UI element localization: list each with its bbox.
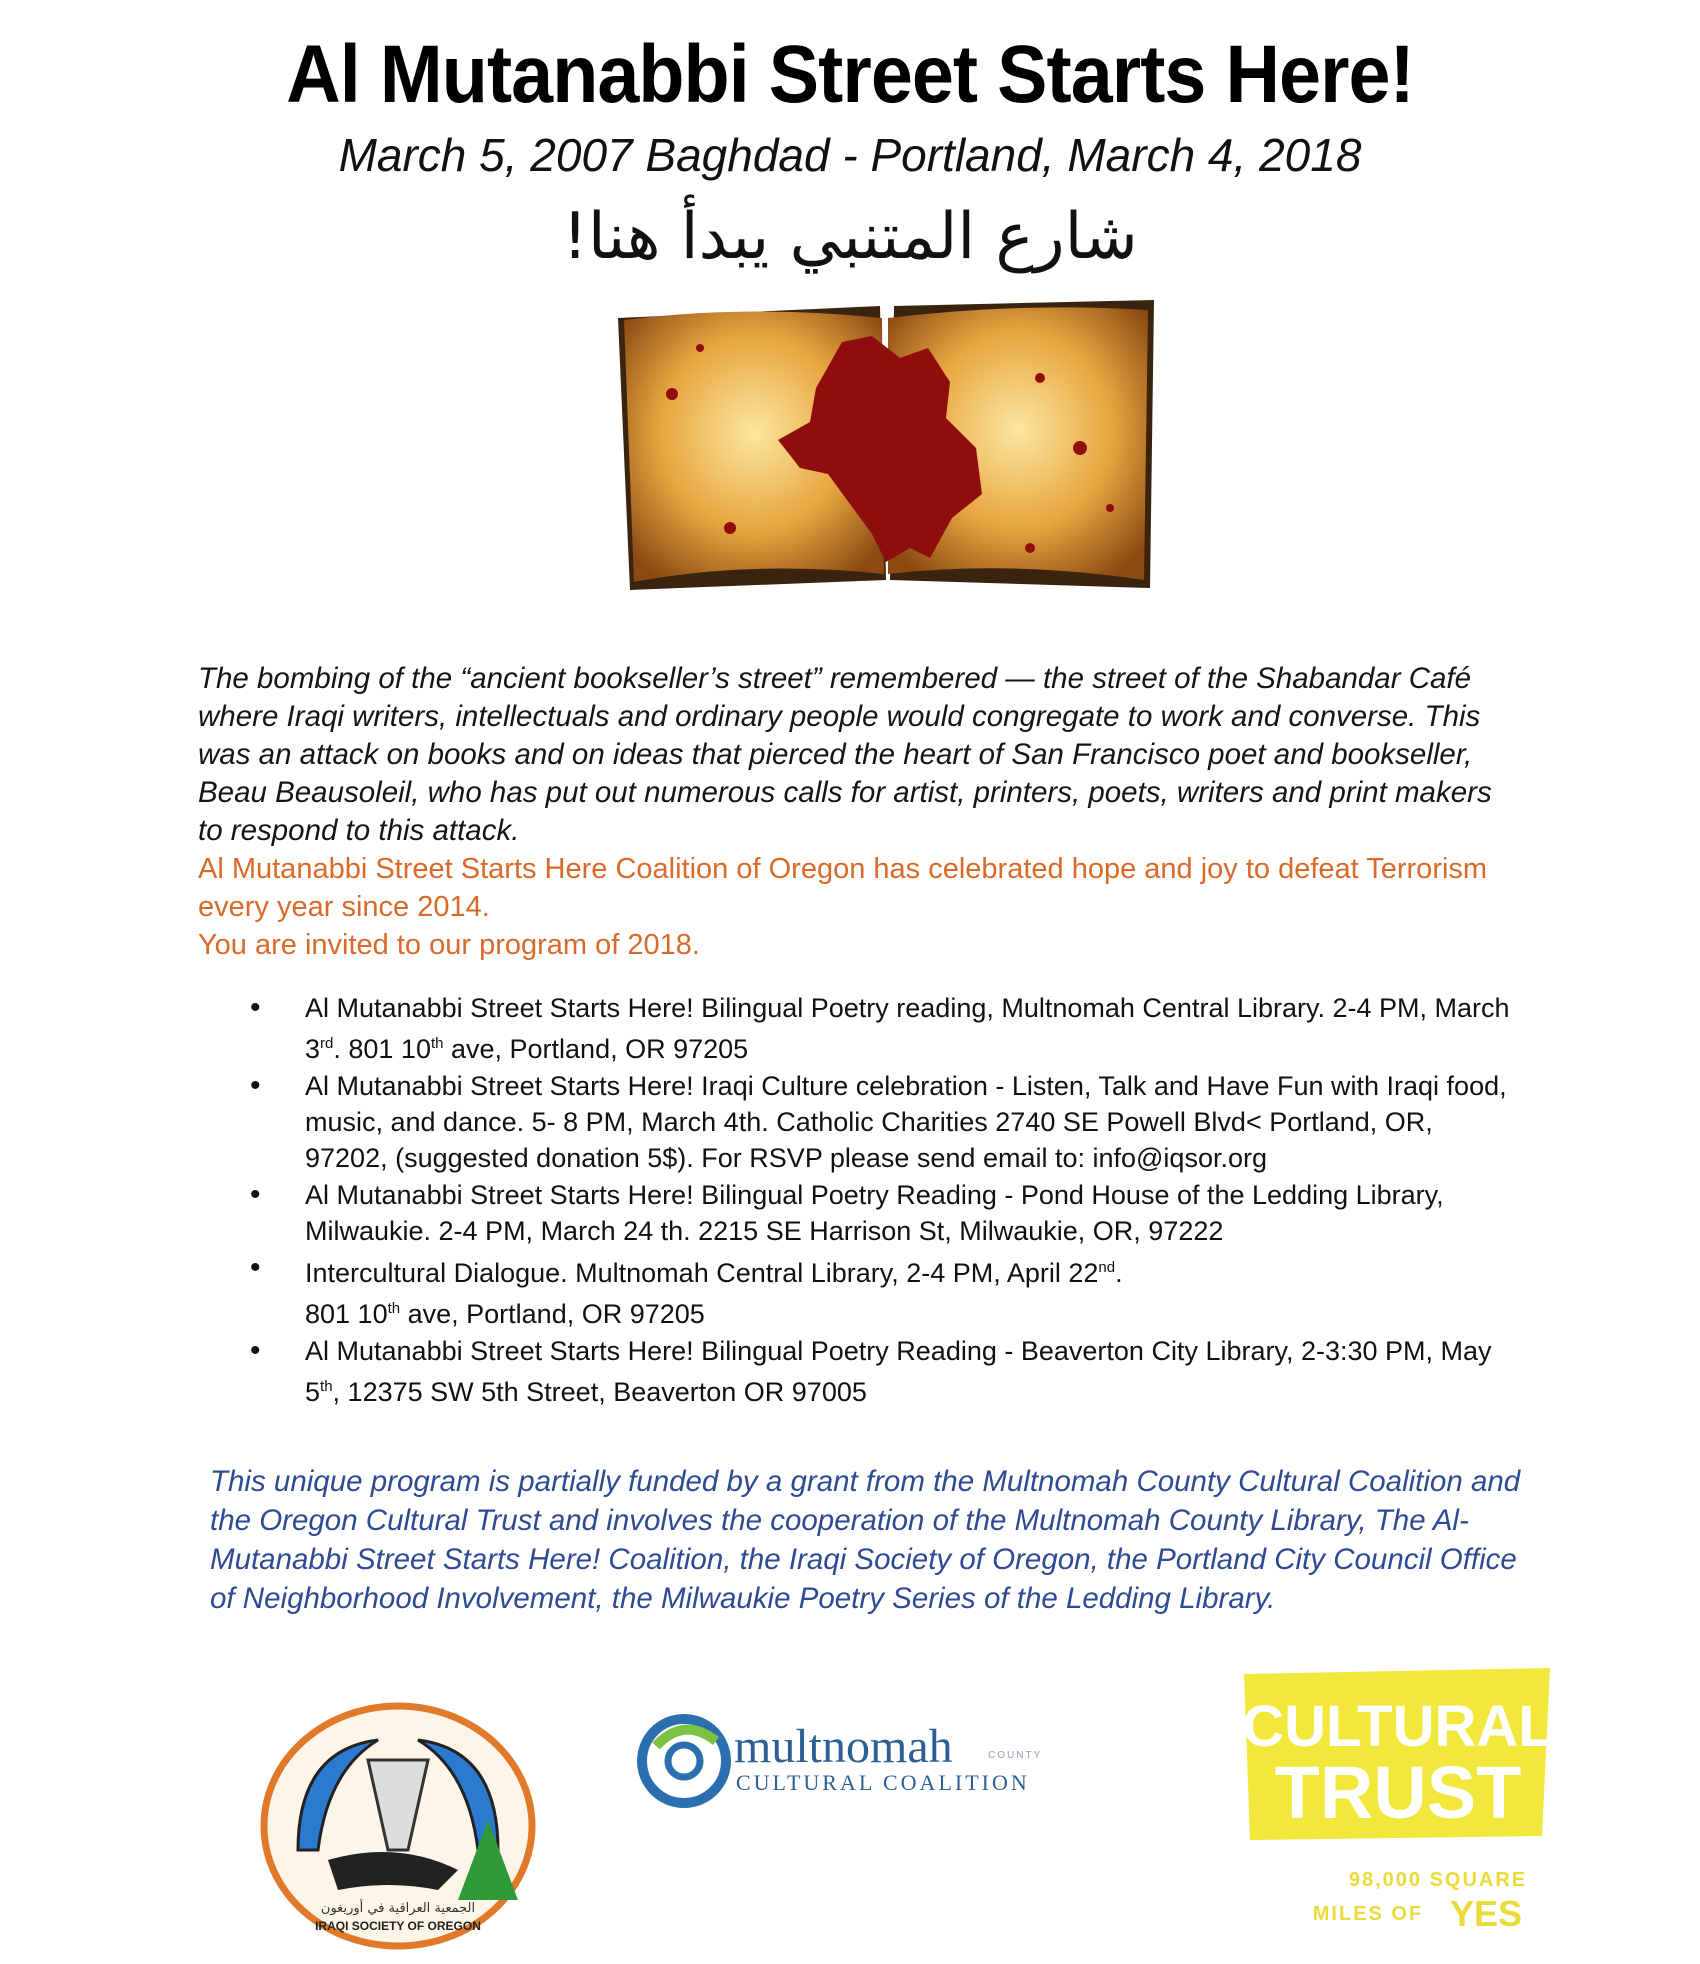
svg-text:الجمعية العراقية في أوريغون: الجمعية العراقية في أوريغون bbox=[320, 1901, 476, 1916]
event-item: • Al Mutanabbi Street Starts Here! Bilingual Poetry Reading - Pond House of the Ledding Library, Milwaukie. 2-4 PM, March 24 th. 2215 SE Harrison St, Milwaukie, OR, 97222 bbox=[250, 1177, 1510, 1249]
intro-paragraph: The bombing of the “ancient bookseller’s street” remembered — the street of the Shabandar Café where Iraqi writers, intellectuals and ordinary people would congregate to work and converse. This was an attack on books and on ideas that pierced the heart of San Francisco poet and bookseller, Beau Beausoleil, who has put out numerous calls for artist, printers, poets, writers and print makers to respond to this attack. bbox=[198, 662, 1492, 847]
event-item: • Al Mutanabbi Street Starts Here! Iraqi Culture celebration - Listen, Talk and Have Fun with Iraqi food, music, and dance. 5- 8 PM, March 4th. Catholic Charities 2740 SE Powell Blvd< Portland, OR, 97202, (suggested donation 5$). For RSVP please send email to: info@iqsor.org bbox=[250, 1068, 1510, 1176]
event-item: • Al Mutanabbi Street Starts Here! Bilingual Poetry reading, Multnomah Central Library. 2-4 PM, March 3rd. 801 10th ave, Portland, OR 97205 bbox=[250, 990, 1510, 1067]
svg-text:IRAQI SOCIETY OF OREGON: IRAQI SOCIETY OF OREGON bbox=[315, 1919, 481, 1933]
coalition-line: Al Mutanabbi Street Starts Here Coalition of Oregon has celebrated hope and joy to defeat Terrorism every year since 2014. bbox=[198, 853, 1488, 923]
event-item: • Intercultural Dialogue. Multnomah Central Library, 2-4 PM, April 22nd. 801 10th ave, Portland, OR 97205 bbox=[250, 1250, 1510, 1332]
svg-text:CULTURAL COALITION: CULTURAL COALITION bbox=[736, 1770, 1030, 1795]
svg-text:98,000 SQUARE: 98,000 SQUARE bbox=[1348, 1869, 1528, 1891]
event-list bbox=[250, 990, 1510, 1411]
multnomah-cultural-coalition-logo bbox=[636, 1706, 1076, 1816]
svg-text:multnomah: multnomah bbox=[734, 1720, 953, 1773]
svg-text:MILES OF: MILES OF bbox=[1312, 1903, 1424, 1925]
svg-text:COUNTY: COUNTY bbox=[988, 1750, 1043, 1761]
bloodied-book-image bbox=[610, 298, 1162, 598]
svg-text:CULTURAL: CULTURAL bbox=[1242, 1694, 1554, 1759]
svg-text:YES: YES bbox=[1449, 1893, 1523, 1934]
iraqi-society-logo bbox=[258, 1700, 538, 1952]
page-title: Al Mutanabbi Street Starts Here! bbox=[286, 29, 1414, 120]
arabic-title: شارع المتنبي يبدأ هنا! bbox=[562, 200, 1138, 274]
cultural-trust-logo bbox=[1238, 1668, 1558, 1958]
page-subtitle: March 5, 2007 Baghdad - Portland, March 4, 2018 bbox=[338, 129, 1362, 181]
event-item: • Al Mutanabbi Street Starts Here! Bilingual Poetry Reading - Beaverton City Library, 2-3:30 PM, May 5th, 12375 SW 5th Street, Beaverton OR 97005 bbox=[250, 1333, 1510, 1410]
intro-block bbox=[198, 660, 1518, 964]
svg-text:TRUST: TRUST bbox=[1274, 1751, 1522, 1834]
invite-line: You are invited to our program of 2018. bbox=[198, 929, 700, 961]
funding-note: This unique program is partially funded by a grant from the Multnomah County Cultural Coalition and the Oregon Cultural Trust and involves the cooperation of the Multnomah County Library, The Al-Mutanabbi Street Starts Here! Coalition, the Iraqi Society of Oregon, the Portland City Council Office of Neighborhood Involvement, the Milwaukie Poetry Series of the Ledding Library. bbox=[210, 1465, 1521, 1615]
